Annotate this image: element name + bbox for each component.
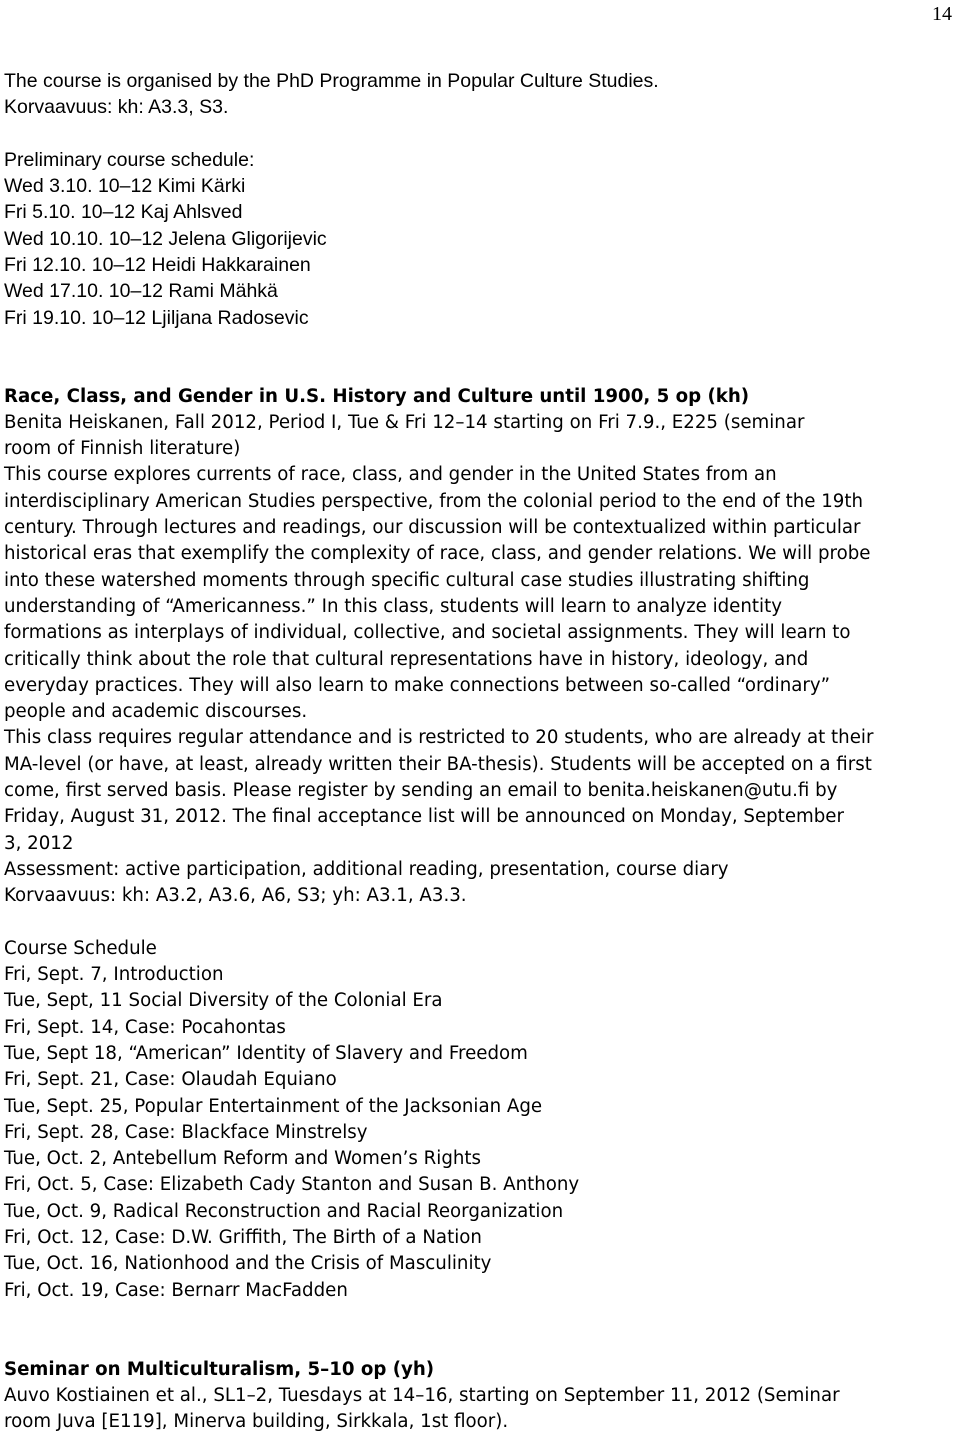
course-schedule-item: Fri, Oct. 12, Case: D.W. Griffith, The Birth of a Nation: [4, 1227, 482, 1249]
preliminary-schedule-list: [4, 173, 956, 331]
description-line: This class requires regular attendance and is restricted to 20 students, who are already at their: [4, 727, 874, 749]
course-description: [4, 462, 956, 909]
description-line: Friday, August 31, 2012. The final acceptance list will be announced on Monday, September: [4, 806, 844, 828]
course-schedule-item: Tue, Oct. 2, Antebellum Reform and Women’s Rights: [4, 1148, 482, 1170]
schedule-item: Fri 12.10. 10–12 Heidi Hakkarainen: [4, 254, 311, 277]
seminar-info: Auvo Kostiainen et al., SL1–2, Tuesdays at 14–16, starting on September 11, 2012 (Seminar: [4, 1384, 840, 1406]
description-line: everyday practices. They will also learn to make connections between so-called “ordinary”: [4, 674, 831, 696]
intro-line: The course is organised by the PhD Programme in Popular Culture Studies.: [4, 70, 659, 92]
description-line: Assessment: active participation, additional reading, presentation, course diary: [4, 858, 729, 880]
description-line: people and academic discourses.: [4, 701, 308, 723]
description-line: century. Through lectures and readings, our discussion will be contextualized within particular: [4, 517, 861, 539]
description-line: understanding of “Americanness.” In this class, students will learn to analyze identity: [4, 595, 782, 617]
course-schedule-item: Tue, Sept 18, “American” Identity of Slavery and Freedom: [4, 1042, 528, 1064]
schedule-item: Wed 10.10. 10–12 Jelena Gligorijevic: [4, 227, 327, 250]
course-schedule-item: Fri, Sept. 14, Case: Pocahontas: [4, 1016, 286, 1038]
description-line: into these watershed moments through specific cultural case studies illustrating shifting: [4, 569, 810, 591]
description-line: critically think about the role that cultural representations have in history, ideology, and: [4, 648, 809, 670]
course-schedule-item: Fri, Sept. 7, Introduction: [4, 964, 224, 986]
spacer: [4, 1304, 956, 1357]
schedule-item: Wed 3.10. 10–12 Kimi Kärki: [4, 175, 246, 198]
preliminary-schedule-heading: Preliminary course schedule:: [4, 148, 255, 171]
description-line: This course explores currents of race, class, and gender in the United States from an: [4, 464, 777, 486]
course-info: Benita Heiskanen, Fall 2012, Period I, Tue & Fri 12–14 starting on Fri 7.9., E225 (seminar: [4, 411, 805, 433]
course-schedule-list: [4, 962, 956, 1304]
seminar-title: Seminar on Multiculturalism, 5–10 op (yh): [4, 1358, 435, 1380]
intro-line: Korvaavuus: kh: A3.3, S3.: [4, 96, 229, 119]
course-schedule-item: Fri, Sept. 21, Case: Olaudah Equiano: [4, 1069, 337, 1091]
schedule-item: Fri 5.10. 10–12 Kaj Ahlsved: [4, 201, 243, 224]
course-title: Race, Class, and Gender in U.S. History and Culture until 1900, 5 op (kh): [4, 385, 750, 407]
course-schedule-item: Tue, Oct. 9, Radical Reconstruction and Racial Reorganization: [4, 1200, 564, 1222]
course-schedule-item: Fri, Oct. 19, Case: Bernarr MacFadden: [4, 1279, 348, 1301]
document-body: [4, 68, 956, 1435]
course-schedule-item: Tue, Sept, 11 Social Diversity of the Colonial Era: [4, 990, 443, 1012]
description-line: formations as interplays of individual, collective, and societal assignments. They will learn to: [4, 622, 851, 644]
spacer: [4, 331, 956, 384]
course-schedule-item: Fri, Sept. 28, Case: Blackface Minstrelsy: [4, 1121, 368, 1143]
schedule-item: Wed 17.10. 10–12 Rami Mähkä: [4, 280, 278, 303]
page-number: 14: [932, 3, 952, 25]
spacer: [4, 121, 956, 147]
spacer: [4, 910, 956, 936]
seminar-info: room Juva [E119], Minerva building, Sirkkala, 1st floor).: [4, 1411, 509, 1433]
course-schedule-item: Tue, Oct. 16, Nationhood and the Crisis of Masculinity: [4, 1253, 492, 1275]
course-schedule-heading: Course Schedule: [4, 937, 157, 959]
schedule-item: Fri 19.10. 10–12 Ljiljana Radosevic: [4, 306, 309, 329]
description-line: 3, 2012: [4, 832, 74, 854]
description-line: Korvaavuus: kh: A3.2, A3.6, A6, S3; yh: A3.1, A3.3.: [4, 885, 467, 907]
description-line: come, first served basis. Please register by sending an email to benita.heiskanen@utu.fi by: [4, 780, 838, 802]
description-line: interdisciplinary American Studies perspective, from the colonial period to the end of the 19th: [4, 490, 864, 512]
course-info: room of Finnish literature): [4, 438, 241, 460]
course-schedule-item: Fri, Oct. 5, Case: Elizabeth Cady Stanton and Susan B. Anthony: [4, 1174, 580, 1196]
course-schedule-item: Tue, Sept. 25, Popular Entertainment of the Jacksonian Age: [4, 1095, 543, 1117]
description-line: MA-level (or have, at least, already written their BA-thesis). Students will be accepted on a first: [4, 753, 872, 775]
description-line: historical eras that exemplify the complexity of race, class, and gender relations. We will probe: [4, 543, 871, 565]
